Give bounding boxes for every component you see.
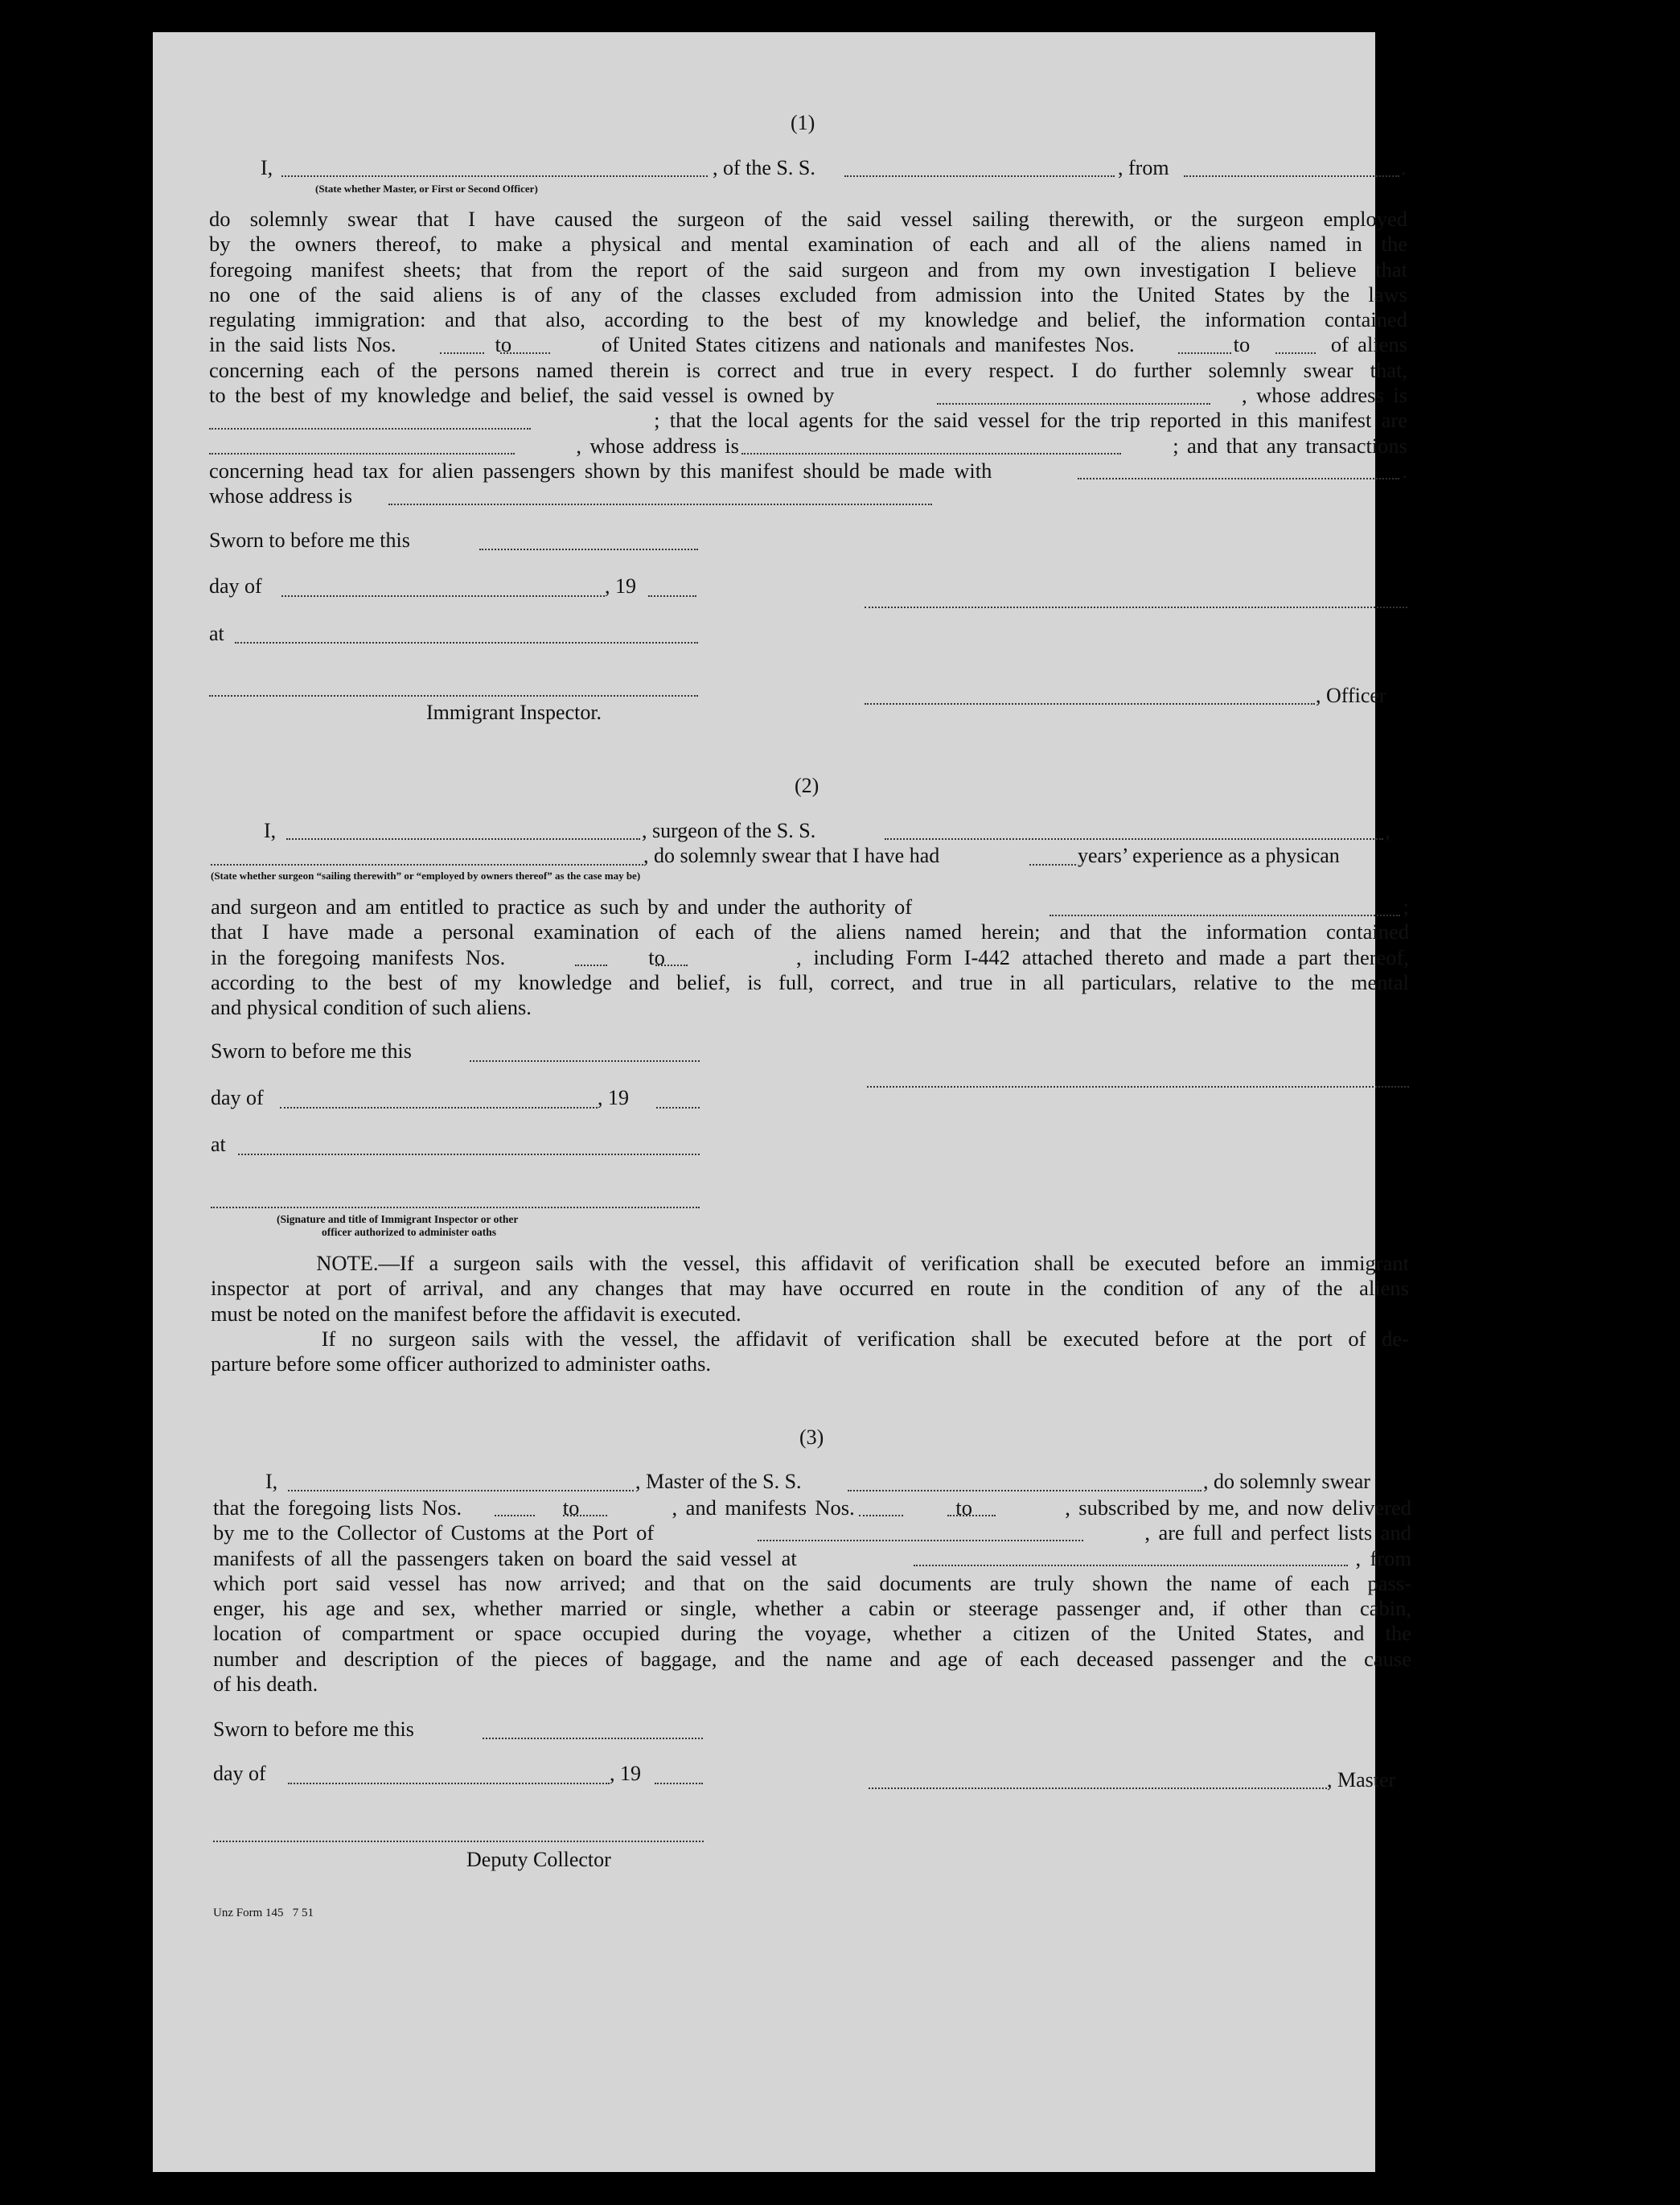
section-1-oath-text: do solemnly swear that I have caused the surgeon of the said vessel sailing therewith, or the surgeon employed by the owners thereof, to make a physical and mental examination of each and all of the aliens named in the foregoing manifest sheets; that from the report of the said surgeon and from my own investigation I believe that no one of the said aliens is of any of the classes excluded from admission into the United States by the laws regulating immigration: and that also, according to the best of my knowledge and belief, the information contained in the said lists Nos. to of United States citizens and nationals and manifestes Nos. to of aliens concerning each of the persons named therein is correct and true in every respect. I do further solemnly swear that, to the best of my knowledge and belief, the said vessel is owned by , whose address is ; that the local agents for the said vessel for the trip reported in this manifest are , whose address is ; and that any transactions concerning head tax for alien passengers shown by this manifest should be made with . whose address is <box>209 207 1407 508</box>
at-place-field-2[interactable] <box>238 1154 700 1155</box>
section-1-number: (1) <box>791 111 815 134</box>
sworn-date-field-2[interactable] <box>470 1060 700 1062</box>
collector-signature-field[interactable] <box>213 1841 704 1842</box>
agents-address-field[interactable] <box>741 453 1121 455</box>
opening-period: . <box>1401 156 1407 179</box>
day-of-month-field-2[interactable] <box>280 1107 598 1109</box>
manifest-from-field-2[interactable] <box>575 965 607 966</box>
local-agents-field[interactable] <box>209 453 515 455</box>
customs-port-field[interactable] <box>758 1540 1083 1541</box>
officer-label: , Officer <box>1316 684 1386 707</box>
master-vessel-field[interactable] <box>848 1490 1201 1491</box>
day-of-month-field-3[interactable] <box>288 1783 610 1784</box>
inspector-signature-field[interactable] <box>209 695 698 697</box>
section-3-oath-text: that the foregoing lists Nos. to , and manifests Nos. to , subscribed by me, and now delivered by me to the Collector of Customs at the Port of , are full and perfect lists and manifests of all the passengers taken on board the said vessel at , from which port said vessel has now arrived; and that on the said documents are truly shown the name of each pass- enger, his age and sex, whether married or single, whether a cabin or steerage passenger and, if other than cabin, location of compartment or space occupied during the voyage, whether a citizen of the United States, and the number and description of the pieces of baggage, and the name and age of each deceased passenger and the cause of his death. <box>213 1495 1411 1697</box>
year-label-3: , 19 <box>610 1762 641 1785</box>
vessel-owner-field[interactable] <box>937 403 1210 405</box>
officer-name-field[interactable] <box>281 175 708 177</box>
from-port-field[interactable] <box>1184 175 1399 177</box>
surgeon-status-note: (State whether surgeon “sailing therewith” or “employed by owners thereof” as the case may be) <box>211 870 641 882</box>
manifest-to-field-2[interactable] <box>655 965 688 966</box>
binder-hole <box>1518 88 1554 124</box>
binder-hole <box>1518 595 1554 631</box>
head-tax-contact-field[interactable] <box>1078 478 1399 479</box>
at-label-1: at <box>209 622 224 645</box>
owner-address-field[interactable] <box>209 428 531 430</box>
lists-from-field-3[interactable] <box>495 1515 535 1516</box>
officer-name-label: I, <box>261 156 273 179</box>
alien-manifest-to-field[interactable] <box>1275 352 1316 354</box>
master-signature-field[interactable] <box>869 1787 1327 1789</box>
binder-hole <box>1518 726 1554 762</box>
officer-title-field[interactable] <box>865 703 1315 705</box>
day-of-label-2: day of <box>211 1086 264 1109</box>
sworn-label-1: Sworn to before me this <box>209 529 410 552</box>
binder-hole <box>1540 246 1575 282</box>
manifests-from-field-3[interactable] <box>859 1515 903 1516</box>
embarkation-port-field[interactable] <box>914 1565 1348 1566</box>
lists-to-field-3[interactable] <box>563 1515 607 1516</box>
swear-experience-label: , do solemnly swear that I have had <box>643 844 940 867</box>
master-label: , Master <box>1327 1768 1396 1792</box>
sworn-date-field-3[interactable] <box>483 1738 703 1739</box>
at-place-field-1[interactable] <box>235 642 698 644</box>
binder-hole <box>1515 216 1551 251</box>
years-experience-label: years’ experience as a physican <box>1078 844 1340 867</box>
surgeon-vessel-field[interactable] <box>885 838 1383 840</box>
citizen-list-from-field[interactable] <box>440 352 484 354</box>
section-2-number: (2) <box>795 774 819 797</box>
surgeon-name-label: I, <box>264 819 277 842</box>
citizen-list-to-field[interactable] <box>500 352 550 354</box>
administering-officer-field[interactable] <box>211 1207 700 1208</box>
verification-note: NOTE.—If a surgeon sails with the vessel, this affidavit of verification shall be executed before an immigrant inspector at port of arrival, and any changes that may have occurred en route in the condition of any of the aliens must be noted on the manifest before the affidavit is executed. If no surgeon sails with the vessel, the affidavit of verification shall be executed before at the port of de- parture before some officer authorized to administer oaths. <box>211 1251 1409 1376</box>
year-field-2[interactable] <box>656 1107 700 1109</box>
form-number: Unz Form 145 7 51 <box>213 1907 314 1919</box>
year-field-3[interactable] <box>655 1783 703 1784</box>
surgeon-signature-field[interactable] <box>867 1086 1409 1088</box>
sworn-label-3: Sworn to before me this <box>213 1718 414 1741</box>
binder-hole <box>1523 1444 1559 1479</box>
officer-signature-field[interactable] <box>865 607 1407 608</box>
day-of-label-3: day of <box>213 1762 266 1785</box>
year-label-1: , 19 <box>605 574 636 598</box>
section-3-number: (3) <box>799 1425 824 1449</box>
officer-rank-note: (State whether Master, or First or Second Officer) <box>315 183 538 195</box>
binder-hole <box>1544 1929 1579 1964</box>
sworn-date-field-1[interactable] <box>479 549 698 550</box>
master-swear-label: , do solemnly swear <box>1203 1470 1370 1493</box>
binder-hole <box>1528 2064 1563 2100</box>
master-vessel-label: , Master of the S. S. <box>635 1470 802 1493</box>
master-name-label: I, <box>265 1470 278 1493</box>
manifests-to-field-3[interactable] <box>947 1515 996 1516</box>
deputy-collector-label: Deputy Collector <box>466 1848 611 1871</box>
vessel-name-field[interactable] <box>844 175 1115 177</box>
section-2-oath-text: and surgeon and am entitled to practice as such by and under the authority of ; that I have made a personal examination of each of the aliens named herein; and that the information contained in the foregoing manifests Nos. to , including Form I-442 attached thereto and made a part thereof, according to the best of my knowledge and belief, is full, correct, and true in all particulars, relative to the mental and physical condition of such aliens. <box>211 895 1409 1020</box>
surgeon-vessel-label: , surgeon of the S. S. <box>642 819 816 842</box>
from-port-label: , from <box>1118 156 1169 179</box>
day-of-month-field-1[interactable] <box>281 595 605 597</box>
year-field-1[interactable] <box>648 595 696 597</box>
day-of-label-1: day of <box>209 574 262 598</box>
sworn-label-2: Sworn to before me this <box>211 1039 412 1063</box>
head-tax-address-field[interactable] <box>388 504 932 505</box>
vessel-name-label: , of the S. S. <box>713 156 815 179</box>
practice-authority-field[interactable] <box>1049 915 1400 916</box>
at-label-2: at <box>211 1133 226 1156</box>
surgeon-status-field[interactable] <box>211 864 643 866</box>
master-name-field[interactable] <box>288 1490 634 1491</box>
immigrant-inspector-label: Immigrant Inspector. <box>426 701 602 724</box>
alien-manifest-from-field[interactable] <box>1178 352 1231 354</box>
years-experience-field[interactable] <box>1029 864 1076 866</box>
surgeon-line-comma: , <box>1385 819 1390 842</box>
signature-title-note-1: (Signature and title of Immigrant Inspector or other <box>277 1213 519 1225</box>
binder-hole <box>1528 1082 1563 1117</box>
surgeon-name-field[interactable] <box>286 838 640 840</box>
year-label-2: , 19 <box>598 1086 629 1109</box>
signature-title-note-2: officer authorized to administer oaths <box>322 1226 496 1238</box>
